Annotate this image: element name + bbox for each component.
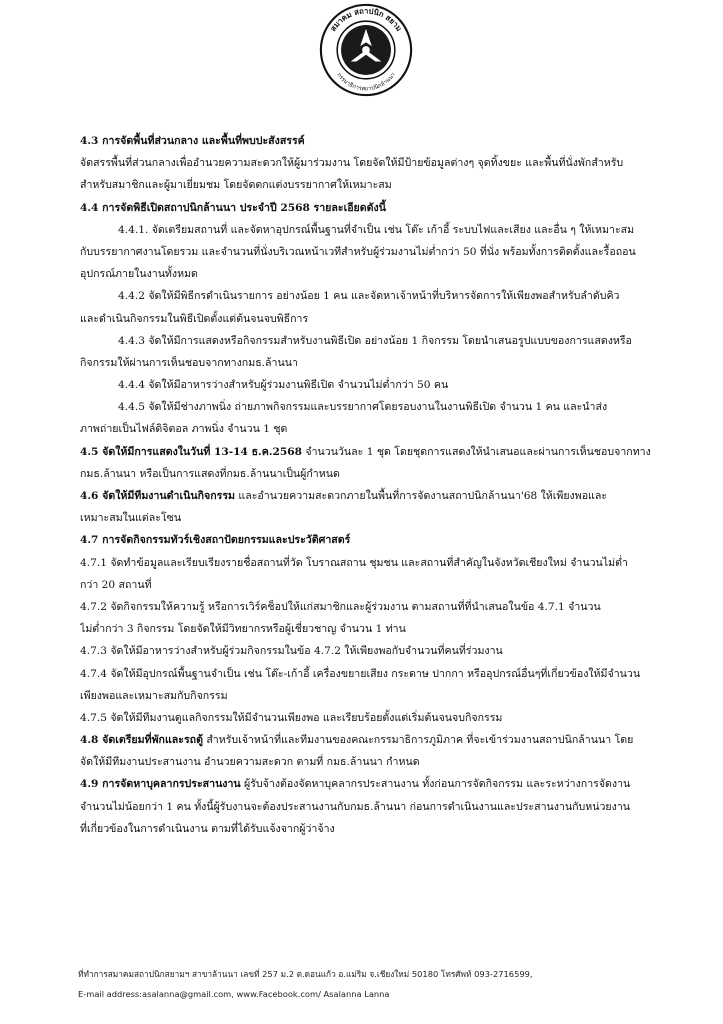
line-text: 4.7.3 จัดให้มีอาหารว่างสำหรับผู้ร่วมกิจกรรมในข้อ 4.7.2 ให้เพียงพอกับจำนวนที่คนที่ร่วมงาน bbox=[80, 645, 503, 658]
line-text: และดำเนินกิจกรรมในพิธีเปิดตั้งแต่ต้นจนจบพิธีการ bbox=[80, 312, 309, 325]
document-line bbox=[80, 374, 680, 396]
association-logo bbox=[318, 2, 414, 98]
document-line bbox=[80, 640, 680, 662]
document-line bbox=[80, 418, 680, 440]
line-text: จัดให้มีทีมงานประสานงาน อำนวยความสะดวก ตามที่ กมธ.ล้านนา กำหนด bbox=[80, 756, 420, 769]
document-line bbox=[80, 596, 680, 618]
document-line bbox=[80, 663, 680, 685]
document-line bbox=[80, 352, 680, 374]
document-line bbox=[80, 685, 680, 707]
line-heading-text: 4.7 การจัดกิจกรรมทัวร์เชิงสถาปัตยกรรมและประวัติศาสตร์ bbox=[80, 534, 351, 547]
document-line bbox=[80, 552, 680, 574]
line-heading-text: 4.5 จัดให้มีการแสดงในวันที่ 13-14 ธ.ค.2568 bbox=[80, 445, 303, 458]
document-line bbox=[80, 574, 680, 596]
line-text: จำนวนวันละ 1 ชุด โดยชุดการแสดงให้นำเสนอและผ่านการเห็นชอบจากทาง bbox=[302, 445, 651, 458]
document-line bbox=[80, 529, 680, 551]
line-text: เหมาะสมในแต่ละโซน bbox=[80, 512, 182, 525]
document-line bbox=[80, 130, 680, 152]
document-line bbox=[80, 773, 680, 795]
document-line bbox=[80, 751, 680, 773]
document-line bbox=[80, 463, 680, 485]
line-text: และอำนวยความสะดวกภายในพื้นที่การจัดงานสถาปนิกล้านนา'68 ให้เพียงพอและ bbox=[235, 490, 608, 502]
document-line bbox=[80, 507, 680, 529]
line-text: ไม่ต่ำกว่า 3 กิจกรรม โดยจัดให้มีวิทยากรหรือผู้เชี่ยวชาญ จำนวน 1 ท่าน bbox=[80, 623, 406, 636]
document-line bbox=[80, 152, 680, 174]
line-text: ภาพถ่ายเป็นไฟล์ดิจิตอล ภาพนิ่ง จำนวน 1 ชุด bbox=[80, 423, 288, 436]
document-line bbox=[80, 219, 680, 241]
line-heading-text: 4.3 การจัดพื้นที่ส่วนกลาง และพื้นที่พบปะสังสรรค์ bbox=[80, 135, 305, 147]
line-text: 4.4.1. จัดเตรียมสถานที่ และจัดหาอุปกรณ์พื้นฐานที่จำเป็น เช่น โต๊ะ เก้าอี้ ระบบไฟและเสียง และอื่น ๆ ให้เหมาะสม bbox=[118, 223, 635, 236]
line-text: 4.7.2 จัดกิจกรรมให้ความรู้ หรือการเวิร์คช็อปให้แก่สมาชิกและผู้ร่วมงาน ตามสถานที่ที่นำเสนอในข้อ 4.7.1 จำนวน bbox=[80, 600, 601, 613]
line-text: อุปกรณ์ภายในงานทั้งหมด bbox=[80, 268, 198, 281]
line-heading-text: 4.8 จัดเตรียมที่พักและรถตู้ bbox=[80, 734, 203, 747]
line-text: 4.7.4 จัดให้มีอุปกรณ์พื้นฐานจำเป็น เช่น โต๊ะ-เก้าอี้ เครื่องขยายเสียง กระดาษ ปากกา หรืออุปกรณ์อื่นๆที่เกี่ยวข้องให้มีจำนวน bbox=[80, 667, 641, 680]
line-text: สำหรับสมาชิกและผู้มาเยี่ยมชม โดยจัดตกแต่งบรรยากาศให้เหมาะสม bbox=[80, 179, 392, 192]
page-footer bbox=[78, 964, 698, 1004]
line-text: สำหรับเจ้าหน้าที่และทีมงานของคณะกรรมาธิการภูมิภาค ที่จะเข้าร่วมงานสถาปนิกล้านนา โดย bbox=[202, 734, 634, 747]
document-body bbox=[80, 130, 680, 840]
line-text: ผู้รับจ้างต้องจัดหาบุคลากรประสานงาน ทั้งก่อนการจัดกิจกรรม และระหว่างการจัดงาน bbox=[240, 778, 631, 791]
line-text: กับบรรยากาศงานโดยรวม และจำนวนที่นั่งบริเวณหน้าเวทีสำหรับผู้ร่วมงานไม่ต่ำกว่า 50 ที่นั่ง พร้อมทั้งการติดตั้งและรื้อถอน bbox=[80, 245, 636, 258]
footer-address: ที่ทำการสมาคมสถาปนิกสยามฯ สาขาล้านนา เลขที่ 257 ม.2 ต.ดอนแก้ว อ.แม่ริม จ.เชียงใหม่ 50180 โทรศัพท์ 093-2716599, bbox=[78, 969, 533, 979]
line-heading-text: 4.6 จัดให้มีทีมงานดำเนินกิจกรรม bbox=[80, 490, 236, 502]
line-text: 4.4.2 จัดให้มีพิธีกรดำเนินรายการ อย่างน้อย 1 คน และจัดหาเจ้าหน้าที่บริหารจัดการให้เพียงพอสำหรับลำดับคิว bbox=[118, 290, 620, 303]
line-text: กว่า 20 สถานที่ bbox=[80, 578, 152, 591]
logo-ring-text-top: สมาคม สถาปนิก สยาม bbox=[328, 6, 404, 33]
line-text: 4.7.1 จัดทำข้อมูลและเรียบเรียงรายชื่อสถานที่วัด โบราณสถาน ชุมชน และสถานที่สำคัญในจังหวัดเชียงใหม่ จำนวนไม่ต่ำ bbox=[80, 556, 628, 569]
document-line bbox=[80, 707, 680, 729]
document-line bbox=[80, 174, 680, 196]
line-text: 4.4.3 จัดให้มีการแสดงหรือกิจกรรมสำหรับงานพิธีเปิด อย่างน้อย 1 กิจกรรม โดยนำเสนอรูปแบบของการแสดงหรือ bbox=[118, 334, 632, 347]
document-line bbox=[80, 729, 680, 751]
document-line bbox=[80, 197, 680, 219]
document-line bbox=[80, 485, 680, 507]
line-text: จัดสรรพื้นที่ส่วนกลางเพื่ออำนวยความสะดวกให้ผู้มาร่วมงาน โดยจัดให้มีป้ายข้อมูลต่างๆ จุดทิ้งขยะ และพื้นที่นั่งพักสำหรับ bbox=[80, 157, 624, 170]
document-line bbox=[80, 241, 680, 263]
line-text: 4.4.5 จัดให้มีช่างภาพนิ่ง ถ่ายภาพกิจกรรมและบรรยากาศโดยรอบงานในงานพิธีเปิด จำนวน 1 คน และนำส่ง bbox=[118, 401, 608, 414]
document-line bbox=[80, 441, 680, 463]
line-text: กมธ.ล้านนา หรือเป็นการแสดงที่กมธ.ล้านนาเป็นผู้กำหนด bbox=[80, 467, 340, 480]
line-heading-text: 4.9 การจัดหาบุคลากรประสานงาน bbox=[80, 778, 241, 791]
footer-contact: E-mail address:asalanna@gmail.com, www.Facebook.com/ Asalanna Lanna bbox=[78, 989, 390, 999]
document-line bbox=[80, 396, 680, 418]
line-text: 4.4.4 จัดให้มีอาหารว่างสำหรับผู้ร่วมงานพิธีเปิด จำนวนไม่ต่ำกว่า 50 คน bbox=[118, 379, 449, 392]
logo-ring-text-bottom: กรรมาธิการสถาปนิกล้านนา bbox=[335, 72, 397, 93]
line-text: เพียงพอและเหมาะสมกับกิจกรรม bbox=[80, 689, 228, 702]
document-line bbox=[80, 818, 680, 840]
document-line bbox=[80, 308, 680, 330]
document-line bbox=[80, 263, 680, 285]
line-text: กิจกรรมให้ผ่านการเห็นชอบจากทางกมธ.ล้านนา bbox=[80, 356, 298, 369]
line-heading-text: 4.4 การจัดพิธีเปิดสถาปนิกล้านนา ประจำปี 2568 รายละเอียดดังนี้ bbox=[80, 201, 386, 214]
document-line bbox=[80, 618, 680, 640]
document-line bbox=[80, 285, 680, 307]
line-text: 4.7.5 จัดให้มีทีมงานดูแลกิจกรรมให้มีจำนวนเพียงพอ และเรียบร้อยตั้งแต่เริ่มต้นจนจบกิจกรรม bbox=[80, 711, 503, 724]
document-line bbox=[80, 796, 680, 818]
line-text: ที่เกี่ยวข้องในการดำเนินงาน ตามที่ได้รับแจ้งจากผู้ว่าจ้าง bbox=[80, 822, 335, 835]
line-text: จำนวนไม่น้อยกว่า 1 คน ทั้งนี้ผู้รับงานจะต้องประสานงานกับกมธ.ล้านนา ก่อนการดำเนินงานและประสานงานกับหน่วยงาน bbox=[80, 800, 631, 813]
document-line bbox=[80, 330, 680, 352]
